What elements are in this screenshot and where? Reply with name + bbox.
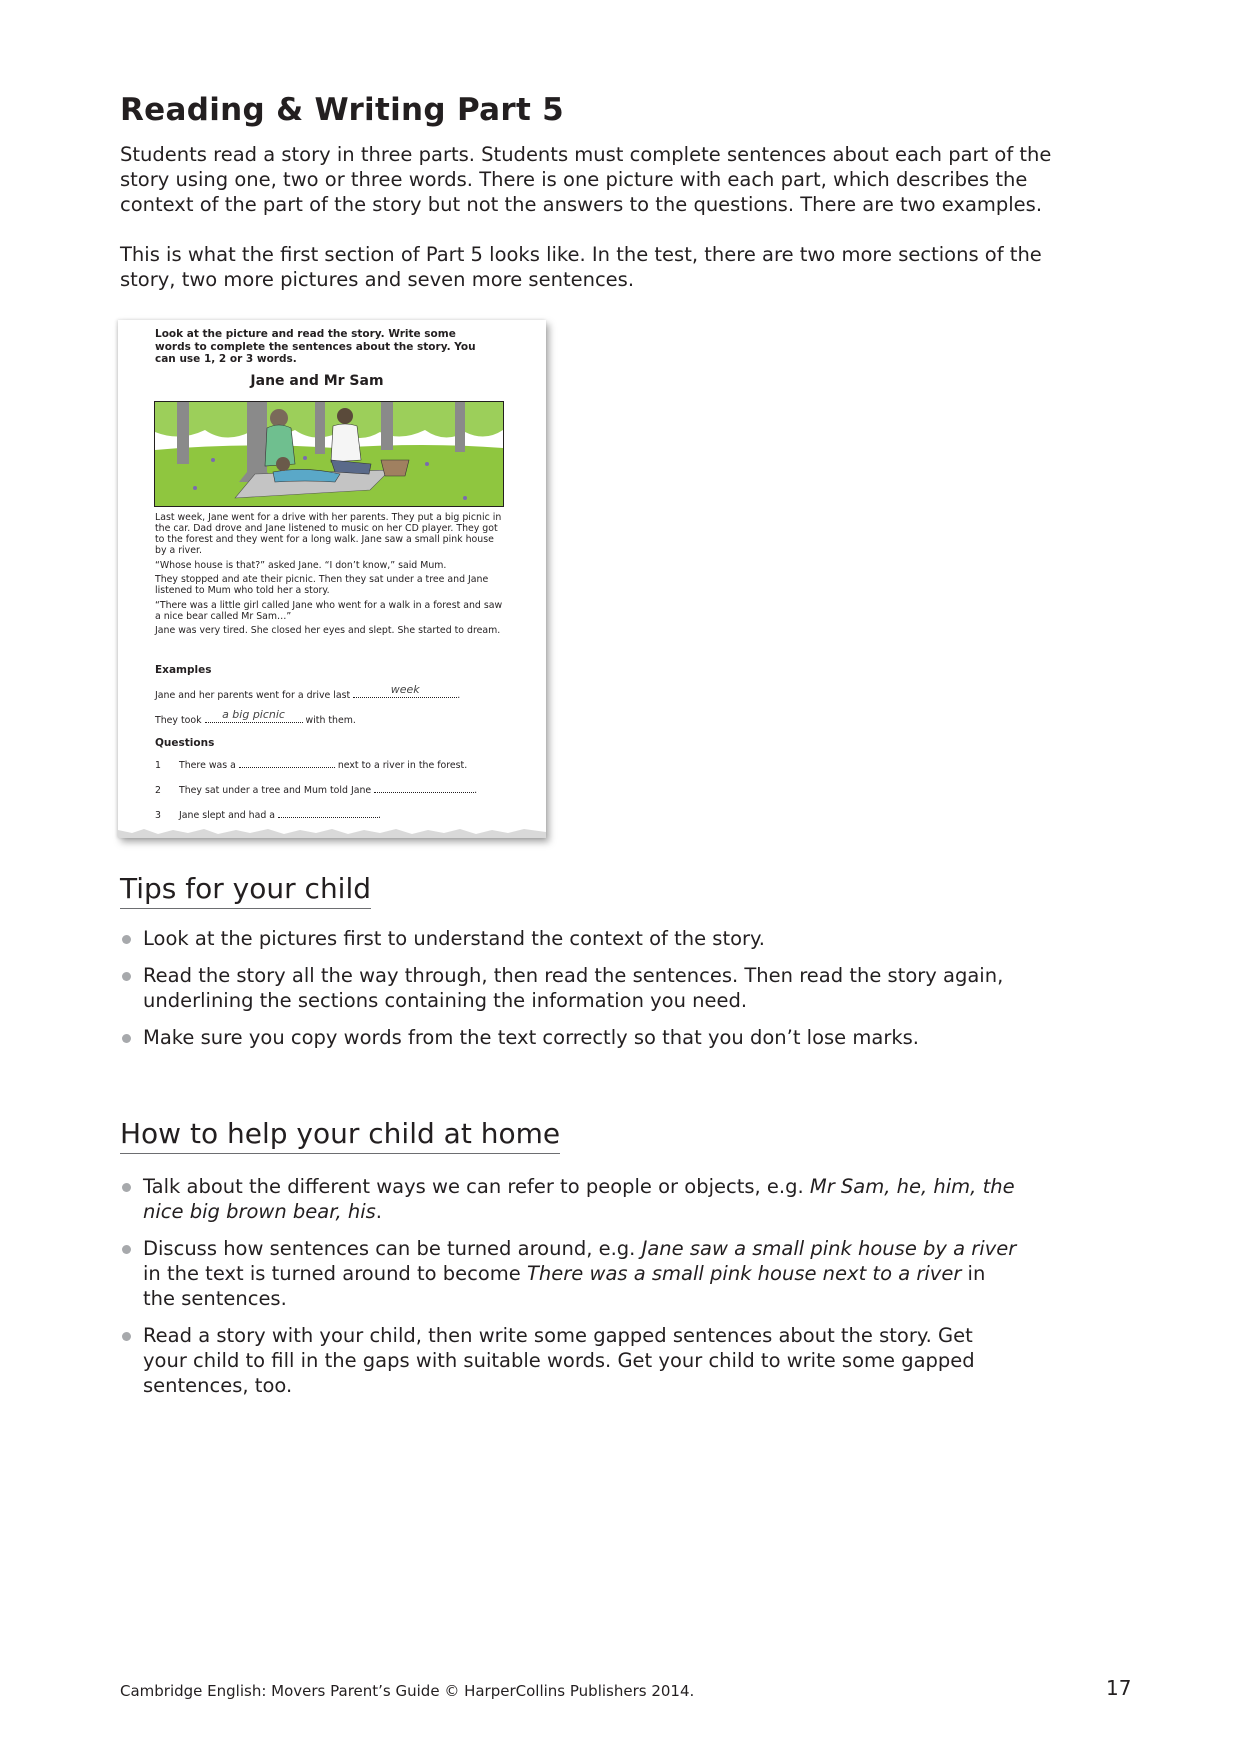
footer-copyright: Cambridge English: Movers Parent’s Guide © HarperCollins Publishers 2014. bbox=[120, 1682, 695, 1700]
bullet-icon bbox=[122, 1034, 131, 1043]
story-title: Jane and Mr Sam bbox=[250, 373, 384, 389]
example-1 bbox=[155, 683, 461, 701]
bullet-icon bbox=[122, 1245, 131, 1254]
story-paragraph: “There was a little girl called Jane who went for a walk in a forest and saw a nice bear called Mr Sam…” bbox=[155, 599, 503, 622]
question-2-text: They sat under a tree and Mum told Jane bbox=[179, 785, 372, 796]
example-2 bbox=[155, 708, 356, 726]
question-2 bbox=[155, 784, 477, 796]
story-paragraph: They stopped and ate their picnic. Then they sat under a tree and Jane listened to Mum who told her a story. bbox=[155, 574, 489, 596]
bullet-icon bbox=[122, 935, 131, 944]
intro-paragraph-1: Students read a story in three parts. Students must complete sentences about each part of the story using one, two or three words. There is one picture with each part, which describes the context of the part of the story but not the answers to the questions. There are two examples. bbox=[120, 143, 1052, 216]
tips-list bbox=[120, 926, 1020, 1062]
example-2-end: with them. bbox=[305, 715, 356, 726]
story-paragraph: “Whose house is that?” asked Jane. “I don’t know,” said Mum. bbox=[155, 559, 447, 571]
example-2-answer: a big picnic bbox=[222, 708, 285, 721]
help-text: Read a story with your child, then write some gapped sentences about the story. Get your child to fill in the gaps with suitable words. Get your child to write some gapped sentences, too. bbox=[143, 1324, 975, 1397]
bullet-icon bbox=[122, 1332, 131, 1341]
help-heading: How to help your child at home bbox=[120, 1117, 560, 1154]
tips-heading: Tips for your child bbox=[120, 872, 371, 909]
intro-paragraph-2: This is what the first section of Part 5 looks like. In the test, there are two more sections of the story, two more pictures and seven more sentences. bbox=[120, 243, 1042, 291]
bullet-icon bbox=[122, 1183, 131, 1192]
help-item bbox=[120, 1174, 1020, 1224]
tip-item bbox=[120, 1025, 1020, 1050]
picnic-illustration bbox=[154, 401, 504, 507]
question-3-end: . bbox=[378, 810, 382, 821]
torn-edge bbox=[118, 824, 546, 838]
example-2-text: They took bbox=[155, 715, 202, 726]
question-2-end: . bbox=[474, 785, 478, 796]
help-example: There was a small pink house next to a river bbox=[527, 1262, 962, 1285]
question-number: 2 bbox=[155, 785, 161, 796]
bullet-icon bbox=[122, 972, 131, 981]
help-text-end: in the sentences. bbox=[143, 1262, 986, 1310]
question-1-end: next to a river in the forest. bbox=[337, 760, 468, 771]
example-1-end: . bbox=[457, 690, 461, 701]
tip-text: Read the story all the way through, then read the sentences. Then read the story again, underlining the sections containing the information you need. bbox=[143, 964, 1004, 1012]
exam-sample-sheet bbox=[118, 320, 546, 838]
question-3 bbox=[155, 809, 381, 821]
help-list bbox=[120, 1174, 1020, 1410]
help-text: Discuss how sentences can be turned around, e.g. bbox=[143, 1237, 642, 1260]
question-number: 3 bbox=[155, 810, 161, 821]
question-1 bbox=[155, 759, 467, 771]
help-text-end: . bbox=[375, 1200, 382, 1223]
story-paragraph: Last week, Jane went for a drive with her parents. They put a big picnic in the car. Dad drove and Jane listened to music on her CD player. They got to the forest and they went for a long walk. Jane saw a small pink house by a river. bbox=[155, 512, 502, 556]
example-1-answer: week bbox=[390, 683, 420, 696]
examples-heading: Examples bbox=[155, 664, 212, 676]
help-text: Talk about the different ways we can refer to people or objects, e.g. bbox=[143, 1175, 810, 1198]
help-text: in the text is turned around to become bbox=[143, 1262, 528, 1285]
example-1-text: Jane and her parents went for a drive last bbox=[155, 690, 351, 701]
story-paragraph: Jane was very tired. She closed her eyes and slept. She started to dream. bbox=[155, 625, 501, 636]
example-1-gap bbox=[353, 683, 457, 698]
question-3-text: Jane slept and had a bbox=[179, 810, 276, 821]
question-3-gap bbox=[278, 809, 378, 818]
exam-instructions: Look at the picture and read the story. Write some words to complete the sentences about the story. You can use 1, 2 or 3 words. bbox=[155, 328, 476, 365]
page-number: 17 bbox=[1106, 1676, 1132, 1700]
question-1-text: There was a bbox=[179, 760, 236, 771]
question-1-gap bbox=[239, 759, 335, 768]
questions-heading: Questions bbox=[155, 737, 215, 749]
question-number: 1 bbox=[155, 760, 161, 771]
help-item bbox=[120, 1323, 1020, 1398]
story-text bbox=[155, 512, 505, 640]
page-title: Reading & Writing Part 5 bbox=[120, 92, 565, 128]
tip-text: Look at the pictures first to understand the context of the story. bbox=[143, 927, 766, 950]
tip-item bbox=[120, 963, 1020, 1013]
help-item bbox=[120, 1236, 1020, 1311]
tip-text: Make sure you copy words from the text correctly so that you don’t lose marks. bbox=[143, 1026, 919, 1049]
help-example: Jane saw a small pink house by a river bbox=[641, 1237, 1017, 1260]
example-2-gap bbox=[205, 708, 303, 723]
question-2-gap bbox=[374, 784, 474, 793]
help-example: Mr Sam, he, him, the nice big brown bear, his bbox=[143, 1175, 1015, 1223]
tip-item bbox=[120, 926, 1020, 951]
